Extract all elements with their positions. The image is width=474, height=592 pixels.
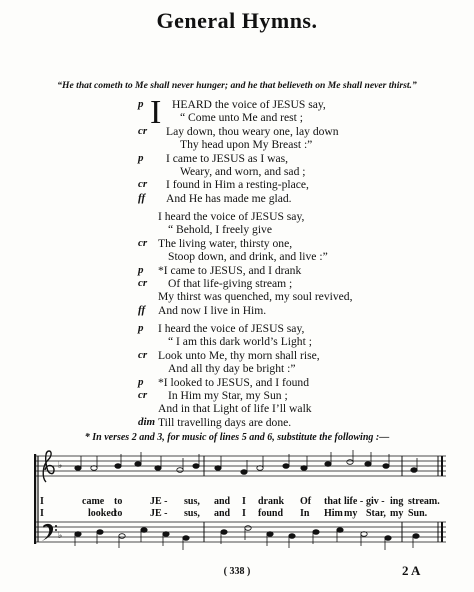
bass-staff — [34, 522, 446, 542]
verse-line: Weary, and worn, and sad ; — [180, 165, 306, 178]
note-head — [385, 536, 391, 541]
bass-notes — [75, 526, 419, 550]
lyric-syllable: giv - — [366, 496, 385, 507]
verse-line: My thirst was quenched, my soul revived, — [158, 290, 353, 304]
note-head — [347, 460, 353, 465]
note-head — [411, 468, 417, 473]
note-head — [413, 534, 419, 539]
note-head — [267, 532, 273, 537]
verse-line: *I looked to JESUS, and I found — [158, 375, 310, 389]
dynamic-mark: cr — [138, 124, 148, 137]
lyrics-verse-3 — [0, 508, 474, 519]
lyric-syllable: Him — [324, 508, 343, 519]
lyric-syllable: Star, — [366, 508, 386, 519]
dynamic-mark: p — [138, 375, 144, 388]
lyric-syllable: I — [242, 496, 246, 507]
lyric-syllable: found — [258, 508, 284, 519]
dynamic-mark: cr — [138, 277, 148, 289]
dynamic-mark: p — [138, 98, 144, 110]
page-number: ( 338 ) — [223, 566, 251, 577]
dynamic-mark: cr — [138, 348, 148, 361]
lyric-syllable: I — [40, 508, 44, 519]
dynamic-mark: p — [138, 263, 144, 276]
lyric-syllable: to — [114, 508, 123, 519]
verse-line: The living water, thirsty one, — [158, 236, 293, 250]
verse-line: Look unto Me, thy morn shall rise, — [158, 348, 320, 362]
lyric-syllable: came — [82, 496, 105, 507]
verse-line: “ I am this dark world’s Light ; — [168, 335, 312, 349]
signature-mark: 2 A — [402, 563, 421, 578]
lyric-syllable: that — [324, 496, 342, 507]
note-head — [75, 532, 81, 537]
note-head — [289, 534, 295, 539]
lyric-syllable: and — [214, 508, 231, 519]
note-head — [221, 530, 227, 535]
verse-line: HEARD the voice of JESUS say, — [172, 98, 326, 111]
epigraph: “He that cometh to Me shall never hunger; and he that believeth on Me shall never thirst.” — [57, 80, 417, 91]
bass-clef-icon — [42, 524, 57, 541]
verse-line: Stoop down, and drink, and live :” — [168, 250, 328, 264]
verse-line: And all thy day be bright :” — [168, 362, 296, 376]
verse-line: *I came to JESUS, and I drank — [158, 263, 302, 277]
note-head — [241, 470, 247, 475]
note-head — [337, 528, 343, 533]
note-head — [97, 530, 103, 535]
verse-line: I came to JESUS as I was, — [166, 151, 289, 165]
dynamic-mark: cr — [138, 389, 148, 401]
verse-line: I heard the voice of JESUS say, — [158, 210, 305, 223]
lyric-syllable: JE - — [150, 508, 168, 519]
verse-line: Of that life-giving stream ; — [168, 277, 293, 290]
note-head — [155, 466, 161, 471]
verse-line: And in that Light of life I’ll walk — [158, 402, 312, 416]
dynamic-mark: ff — [138, 191, 146, 204]
lyric-syllable: my — [344, 508, 358, 519]
dynamic-mark: dim — [138, 415, 156, 428]
note-head — [325, 462, 331, 467]
svg-text:♭: ♭ — [58, 461, 63, 471]
dynamic-mark: p — [138, 322, 144, 334]
note-head — [365, 462, 371, 467]
lyrics-verse-2 — [0, 496, 474, 507]
note-head — [283, 464, 289, 469]
svg-text:♭: ♭ — [58, 531, 63, 541]
page-title: General Hymns. — [156, 8, 318, 33]
dynamic-mark: p — [138, 151, 144, 164]
verse-line: I found in Him a resting-place, — [166, 178, 309, 192]
dynamic-mark: ff — [138, 303, 146, 316]
lyric-syllable: sus, — [184, 496, 200, 507]
verse-line: I heard the voice of JESUS say, — [158, 322, 305, 335]
lyric-syllable: stream. — [408, 496, 440, 507]
note-head — [383, 464, 389, 469]
dynamic-mark: cr — [138, 178, 148, 191]
lyric-syllable: my — [390, 508, 404, 519]
lyric-syllable: ing — [390, 496, 404, 507]
verse-line: In Him my Star, my Sun ; — [168, 389, 288, 402]
lyric-syllable: sus, — [184, 508, 200, 519]
note-head — [193, 464, 199, 469]
verse-line: Thy head upon My Breast :” — [180, 138, 313, 152]
lyric-syllable: In — [300, 508, 310, 519]
note-head — [75, 466, 81, 471]
lyric-syllable: and — [214, 496, 231, 507]
note-head — [141, 528, 147, 533]
note-head — [119, 534, 125, 539]
footnote: * In verses 2 and 3, for music of lines 5 and 6, substitute the following :— — [84, 432, 390, 443]
lyric-syllable: Sun. — [408, 508, 428, 519]
verse-line: “ Come unto Me and rest ; — [180, 111, 303, 125]
note-head — [313, 530, 319, 535]
verse-line: And now I live in Him. — [158, 303, 267, 317]
drop-cap: I — [150, 94, 162, 131]
verse-line: Lay down, thou weary one, lay down — [166, 124, 339, 138]
lyric-syllable: drank — [258, 496, 285, 507]
dynamic-mark: cr — [138, 236, 148, 249]
note-head — [135, 462, 141, 467]
verse-line: “ Behold, I freely give — [168, 223, 272, 237]
lyric-syllable: I — [40, 496, 44, 507]
verse-line: Till travelling days are done. — [158, 415, 292, 429]
note-head — [177, 468, 183, 473]
note-head — [183, 536, 189, 541]
note-head — [215, 466, 221, 471]
lyric-syllable: I — [242, 508, 246, 519]
lyric-syllable: looked — [88, 508, 117, 519]
note-head — [115, 464, 121, 469]
note-head — [245, 526, 251, 531]
note-head — [301, 466, 307, 471]
lyric-syllable: to — [114, 496, 123, 507]
lyric-syllable: Of — [300, 496, 312, 507]
lyric-syllable: JE - — [150, 496, 168, 507]
lyric-syllable: life - — [344, 496, 364, 507]
note-head — [163, 532, 169, 537]
verse-line: And He has made me glad. — [166, 191, 292, 205]
